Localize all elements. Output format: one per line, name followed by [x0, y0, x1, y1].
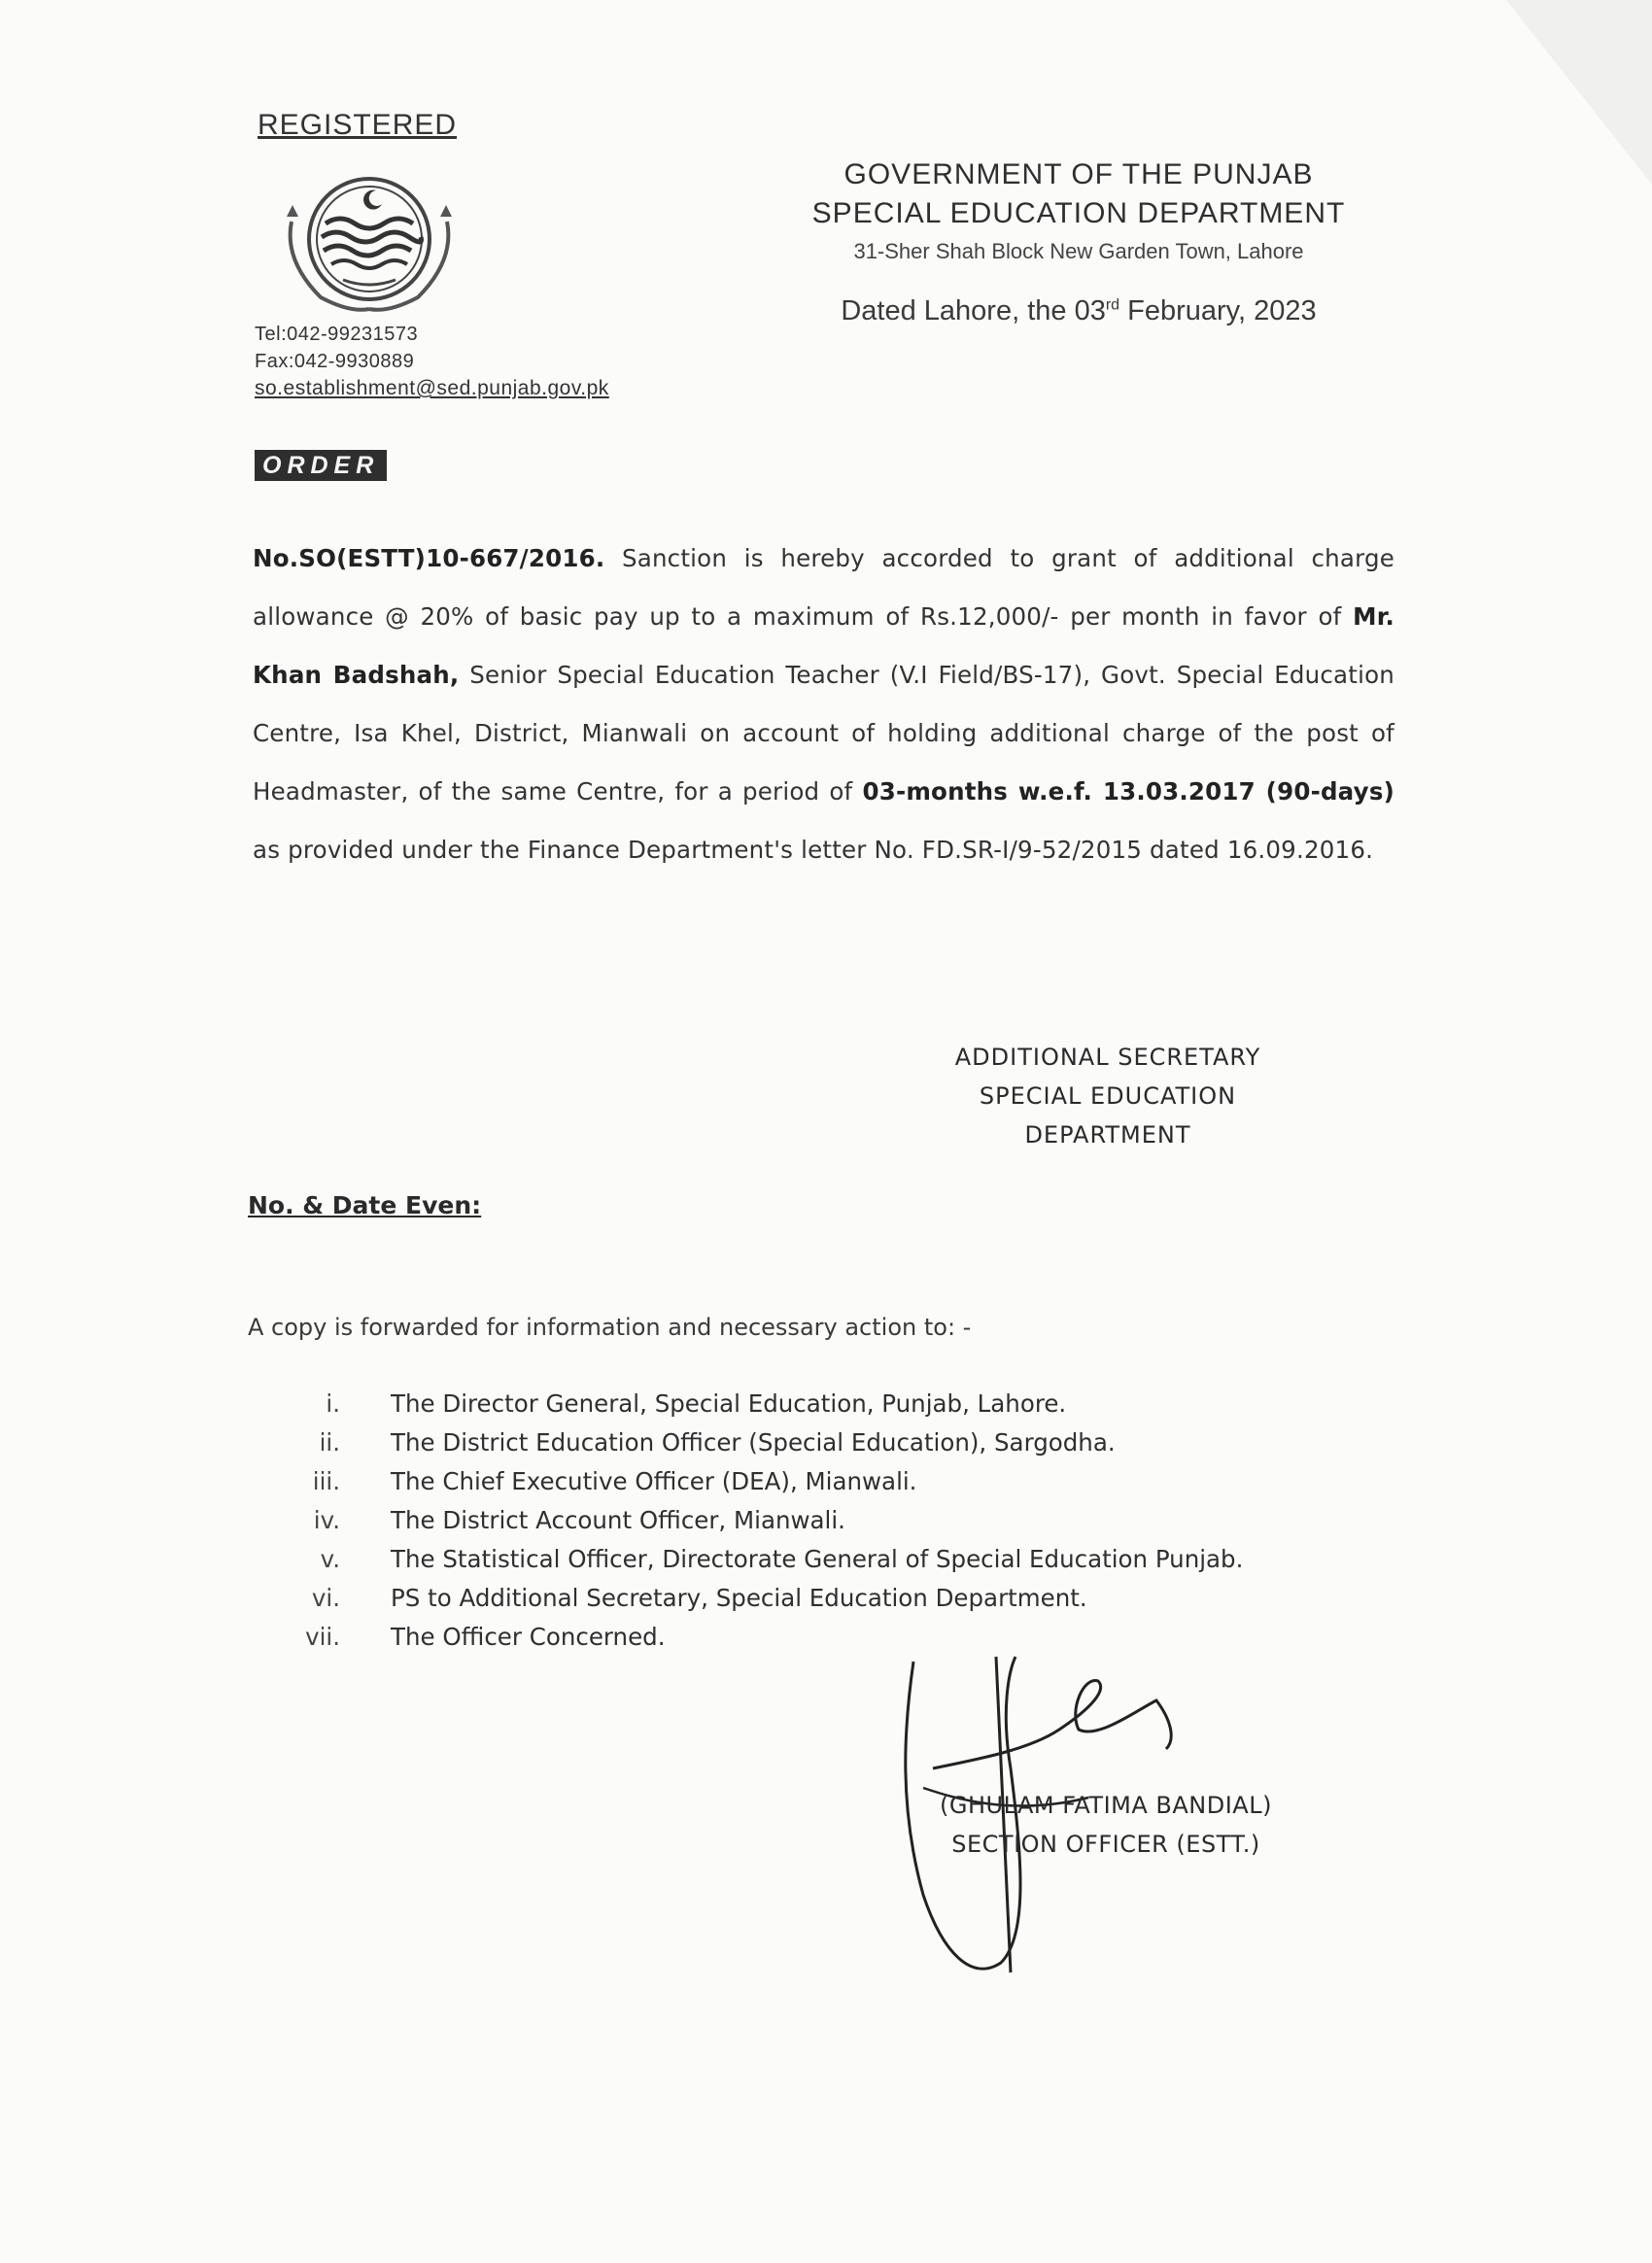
officer-name: (GHULAM FATIMA BANDIAL) [940, 1792, 1272, 1819]
order-number: No.SO(ESTT)10-667/2016. [253, 544, 605, 572]
department-title: SPECIAL EDUCATION DEPARTMENT [811, 197, 1346, 229]
officer-title: SECTION OFFICER (ESTT.) [951, 1831, 1260, 1858]
list-item: vii. The Officer Concerned. [305, 1623, 666, 1651]
signatory-block: ADDITIONAL SECRETARY SPECIAL EDUCATION DEPARTMENT [954, 1044, 1261, 1149]
section-officer-block [902, 1786, 1310, 1864]
order-body: No.SO(ESTT)10-667/2016. Sanction is hereby accorded to grant of additional charge allowance @ 20% of basic pay up to a maximum of Rs.12,000/- per month in favor of Mr. Khan Badshah, Senior Special Education Teacher (V.I Field/BS-17), Govt. Special Education Centre, Isa Khel, District, Mianwali on account of holding additional charge of the post of Headmaster, of the same Centre, for a period of 03-months w.e.f. 13.03.2017 (90-days) as provided under the Finance Department's letter No. FD.SR-I/9-52/2015 dated 16.09.2016. [253, 544, 1395, 864]
registered-label: REGISTERED [258, 109, 458, 141]
dated-line: Dated Lahore, the 03rd February, 2023 [841, 295, 1317, 326]
list-item: iii. The Chief Executive Officer (DEA), Mianwali. [312, 1467, 917, 1495]
no-date-heading: No. & Date Even: [248, 1191, 482, 1219]
government-title: GOVERNMENT OF THE PUNJAB [843, 158, 1314, 190]
list-item: v. The Statistical Officer, Directorate General of Special Education Punjab. [320, 1545, 1244, 1573]
list-item: vi. PS to Additional Secretary, Special Education Department. [311, 1584, 1087, 1612]
copy-forward-line: A copy is forwarded for information and necessary action to: - [248, 1314, 972, 1341]
department-address: 31-Sher Shah Block New Garden Town, Lahore [853, 239, 1304, 263]
charge-period: 03-months w.e.f. 13.03.2017 (90-days) [862, 777, 1395, 806]
employee-name: Mr. Khan Badshah, [253, 602, 1394, 689]
order-label: ORDER [255, 450, 387, 481]
telephone: Tel:042-99231573 [255, 324, 419, 345]
list-item: iv. The District Account Officer, Mianwali. [313, 1506, 845, 1534]
punjab-emblem-icon [267, 163, 471, 319]
recipient-list [282, 1389, 1370, 1662]
list-item: i. The Director General, Special Education, Punjab, Lahore. [326, 1389, 1067, 1418]
letterhead [768, 155, 1390, 327]
fax: Fax:042-9930889 [255, 351, 415, 372]
folded-corner [1506, 0, 1652, 185]
contact-block [255, 321, 609, 402]
email-link[interactable]: so.establishment@sed.punjab.gov.pk [255, 377, 609, 399]
list-item: ii. The District Education Officer (Special Education), Sargodha. [319, 1428, 1116, 1457]
